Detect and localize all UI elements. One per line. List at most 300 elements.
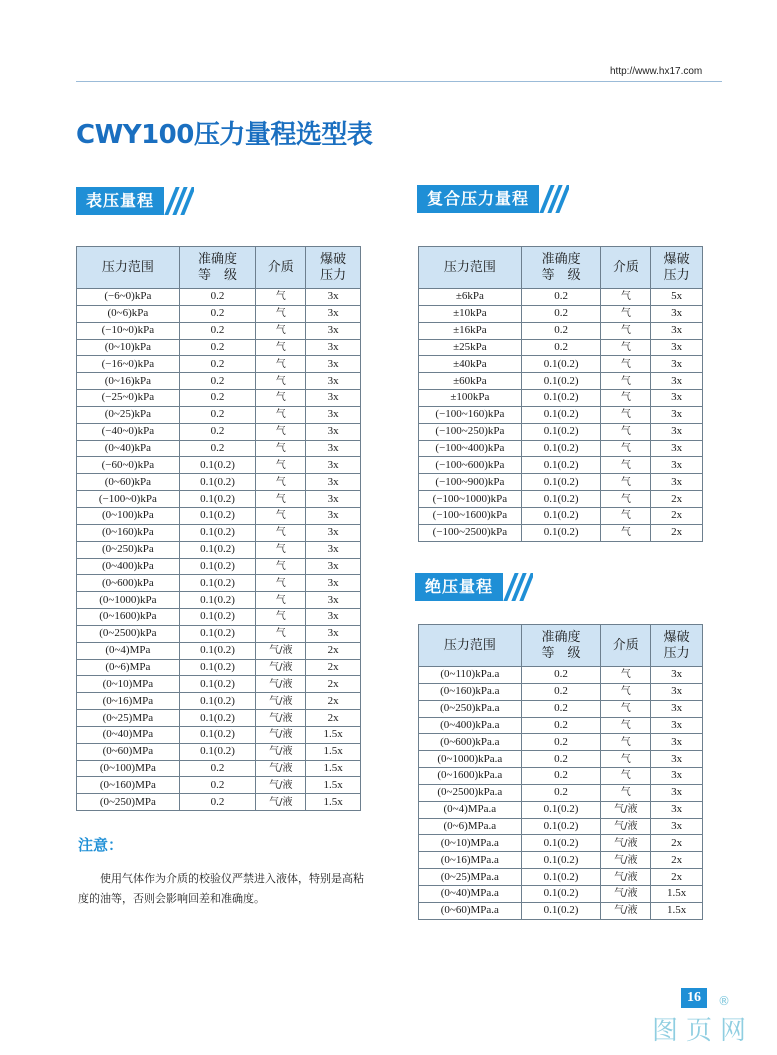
cell-accuracy: 0.1(0.2) <box>179 507 256 524</box>
cell-medium: 气 <box>256 322 306 339</box>
cell-accuracy: 0.1(0.2) <box>521 869 601 886</box>
cell-range: (0~100)MPa <box>77 760 180 777</box>
cell-range: (0~2500)kPa <box>77 625 180 642</box>
cell-burst: 3x <box>306 491 361 508</box>
col-header-burst: 爆破 压力 <box>306 247 361 289</box>
cell-burst: 3x <box>651 305 703 322</box>
cell-medium: 气/液 <box>601 835 651 852</box>
table-row <box>419 474 703 491</box>
table-row <box>77 726 361 743</box>
cell-medium: 气 <box>256 356 306 373</box>
cell-burst: 1.5x <box>651 885 703 902</box>
section-slash-decoration <box>503 573 533 601</box>
cell-range: (−16~0)kPa <box>77 356 180 373</box>
table-row <box>77 693 361 710</box>
cell-accuracy: 0.1(0.2) <box>521 835 601 852</box>
cell-medium: 气 <box>256 575 306 592</box>
table-row <box>419 835 703 852</box>
cell-medium: 气 <box>601 683 651 700</box>
cell-range: ±60kPa <box>419 373 522 390</box>
cell-burst: 3x <box>651 818 703 835</box>
cell-range: (0~25)MPa.a <box>419 869 522 886</box>
cell-medium: 气 <box>601 717 651 734</box>
cell-accuracy: 0.1(0.2) <box>521 524 601 541</box>
cell-medium: 气 <box>601 457 651 474</box>
cell-burst: 3x <box>651 667 703 684</box>
table-row <box>419 768 703 785</box>
cell-burst: 5x <box>651 289 703 306</box>
cell-medium: 气/液 <box>256 777 306 794</box>
table-row <box>419 289 703 306</box>
cell-burst: 2x <box>306 659 361 676</box>
table-row <box>419 818 703 835</box>
cell-accuracy: 0.1(0.2) <box>179 743 256 760</box>
cell-range: (0~4)MPa <box>77 642 180 659</box>
cell-range: (0~40)MPa.a <box>419 885 522 902</box>
cell-medium: 气/液 <box>601 852 651 869</box>
note-text: 使用气体作为介质的校验仪严禁进入液体，特别是高粘度的油等，否则会影响回差和准确度。 <box>78 872 364 905</box>
cell-burst: 3x <box>651 734 703 751</box>
cell-accuracy: 0.1(0.2) <box>179 693 256 710</box>
table-row <box>77 356 361 373</box>
cell-accuracy: 0.1(0.2) <box>521 474 601 491</box>
cell-burst: 2x <box>306 693 361 710</box>
table-row <box>77 558 361 575</box>
table-row <box>419 667 703 684</box>
cell-burst: 3x <box>306 423 361 440</box>
cell-accuracy: 0.2 <box>179 777 256 794</box>
cell-range: (0~600)kPa <box>77 575 180 592</box>
table-row <box>419 406 703 423</box>
cell-range: (0~40)MPa <box>77 726 180 743</box>
cell-medium: 气 <box>256 440 306 457</box>
cell-accuracy: 0.2 <box>521 700 601 717</box>
table-row <box>77 423 361 440</box>
cell-medium: 气/液 <box>256 726 306 743</box>
cell-medium: 气/液 <box>601 869 651 886</box>
cell-burst: 3x <box>306 289 361 306</box>
cell-accuracy: 0.1(0.2) <box>179 609 256 626</box>
cell-medium: 气 <box>601 667 651 684</box>
cell-medium: 气 <box>256 373 306 390</box>
cell-range: (0~1600)kPa <box>77 609 180 626</box>
table-row <box>77 575 361 592</box>
cell-accuracy: 0.1(0.2) <box>521 373 601 390</box>
table-row <box>77 474 361 491</box>
cell-burst: 2x <box>651 852 703 869</box>
cell-range: (0~60)MPa.a <box>419 902 522 919</box>
cell-accuracy: 0.2 <box>521 717 601 734</box>
cell-burst: 1.5x <box>306 794 361 811</box>
cell-accuracy: 0.1(0.2) <box>521 507 601 524</box>
cell-burst: 3x <box>306 474 361 491</box>
col-header-burst: 爆破 压力 <box>651 247 703 289</box>
cell-range: (0~250)kPa <box>77 541 180 558</box>
cell-burst: 3x <box>306 356 361 373</box>
col-header-range: 压力范围 <box>77 247 180 289</box>
cell-range: (0~400)kPa.a <box>419 717 522 734</box>
section-title-absolute: 绝压量程 <box>415 573 503 601</box>
cell-range: (−100~250)kPa <box>419 423 522 440</box>
cell-medium: 气 <box>256 474 306 491</box>
table-row <box>77 592 361 609</box>
table-row <box>419 852 703 869</box>
cell-range: (0~160)kPa <box>77 524 180 541</box>
cell-range: (−40~0)kPa <box>77 423 180 440</box>
col-header-medium: 介质 <box>256 247 306 289</box>
cell-medium: 气 <box>601 524 651 541</box>
cell-medium: 气 <box>601 734 651 751</box>
section-slash-decoration <box>164 187 194 215</box>
cell-accuracy: 0.1(0.2) <box>521 406 601 423</box>
cell-range: (0~10)MPa.a <box>419 835 522 852</box>
cell-accuracy: 0.1(0.2) <box>179 710 256 727</box>
cell-range: ±16kPa <box>419 322 522 339</box>
cell-range: (−100~1600)kPa <box>419 507 522 524</box>
cell-medium: 气/液 <box>601 885 651 902</box>
cell-range: ±25kPa <box>419 339 522 356</box>
cell-medium: 气 <box>256 305 306 322</box>
cell-range: (0~16)MPa.a <box>419 852 522 869</box>
watermark-logo: 图页网 <box>652 1016 755 1046</box>
cell-medium: 气 <box>601 440 651 457</box>
table-row <box>419 457 703 474</box>
cell-burst: 3x <box>651 683 703 700</box>
cell-burst: 2x <box>651 869 703 886</box>
cell-medium: 气/液 <box>601 902 651 919</box>
cell-accuracy: 0.1(0.2) <box>521 491 601 508</box>
cell-range: (0~6)kPa <box>77 305 180 322</box>
table-row <box>419 390 703 407</box>
cell-burst: 3x <box>651 406 703 423</box>
cell-medium: 气/液 <box>256 642 306 659</box>
table-row <box>77 524 361 541</box>
cell-range: (−100~1000)kPa <box>419 491 522 508</box>
cell-burst: 3x <box>651 356 703 373</box>
cell-medium: 气 <box>256 289 306 306</box>
cell-range: (0~60)MPa <box>77 743 180 760</box>
cell-accuracy: 0.1(0.2) <box>179 625 256 642</box>
cell-burst: 3x <box>651 474 703 491</box>
table-row <box>77 491 361 508</box>
cell-medium: 气 <box>256 609 306 626</box>
cell-range: (0~400)kPa <box>77 558 180 575</box>
cell-accuracy: 0.1(0.2) <box>179 642 256 659</box>
cell-range: (0~160)kPa.a <box>419 683 522 700</box>
cell-range: (0~160)MPa <box>77 777 180 794</box>
table-row <box>419 734 703 751</box>
cell-medium: 气/液 <box>601 818 651 835</box>
cell-medium: 气/液 <box>256 794 306 811</box>
cell-range: (0~250)kPa.a <box>419 700 522 717</box>
cell-burst: 3x <box>651 717 703 734</box>
page-number: 16 <box>681 988 707 1008</box>
cell-burst: 3x <box>306 524 361 541</box>
cell-accuracy: 0.2 <box>179 406 256 423</box>
header-url[interactable]: http://www.hx17.com <box>610 66 703 77</box>
cell-accuracy: 0.1(0.2) <box>179 575 256 592</box>
col-header-medium: 介质 <box>601 625 651 667</box>
cell-medium: 气/液 <box>256 710 306 727</box>
cell-accuracy: 0.2 <box>179 289 256 306</box>
cell-range: (−100~160)kPa <box>419 406 522 423</box>
table-row <box>419 322 703 339</box>
cell-burst: 3x <box>651 801 703 818</box>
table-row <box>77 322 361 339</box>
cell-burst: 2x <box>306 676 361 693</box>
cell-medium: 气 <box>256 339 306 356</box>
cell-burst: 1.5x <box>306 760 361 777</box>
cell-medium: 气 <box>601 700 651 717</box>
cell-range: (−25~0)kPa <box>77 390 180 407</box>
col-header-range: 压力范围 <box>419 625 522 667</box>
cell-accuracy: 0.1(0.2) <box>179 659 256 676</box>
table-row <box>77 339 361 356</box>
cell-accuracy: 0.2 <box>179 305 256 322</box>
cell-burst: 3x <box>651 440 703 457</box>
cell-accuracy: 0.1(0.2) <box>521 423 601 440</box>
cell-range: (0~25)kPa <box>77 406 180 423</box>
cell-medium: 气 <box>601 373 651 390</box>
table-row <box>77 625 361 642</box>
cell-burst: 3x <box>306 592 361 609</box>
table-row <box>419 700 703 717</box>
cell-burst: 3x <box>306 457 361 474</box>
cell-burst: 3x <box>306 440 361 457</box>
cell-accuracy: 0.1(0.2) <box>179 474 256 491</box>
table-row <box>77 406 361 423</box>
absolute-range-table <box>418 624 703 920</box>
cell-accuracy: 0.2 <box>179 423 256 440</box>
cell-burst: 3x <box>306 625 361 642</box>
cell-medium: 气 <box>256 592 306 609</box>
cell-burst: 2x <box>651 524 703 541</box>
cell-burst: 3x <box>651 784 703 801</box>
cell-range: (0~25)MPa <box>77 710 180 727</box>
cell-medium: 气 <box>256 558 306 575</box>
cell-burst: 3x <box>306 390 361 407</box>
cell-range: (0~16)kPa <box>77 373 180 390</box>
cell-accuracy: 0.2 <box>521 339 601 356</box>
table-row <box>419 423 703 440</box>
cell-accuracy: 0.2 <box>179 356 256 373</box>
cell-accuracy: 0.1(0.2) <box>179 491 256 508</box>
cell-accuracy: 0.1(0.2) <box>521 885 601 902</box>
cell-accuracy: 0.2 <box>521 667 601 684</box>
cell-accuracy: 0.1(0.2) <box>521 902 601 919</box>
cell-range: (0~600)kPa.a <box>419 734 522 751</box>
section-title-compound: 复合压力量程 <box>417 185 539 213</box>
cell-accuracy: 0.1(0.2) <box>179 558 256 575</box>
cell-range: ±40kPa <box>419 356 522 373</box>
cell-accuracy: 0.1(0.2) <box>521 390 601 407</box>
cell-medium: 气 <box>601 423 651 440</box>
table-row <box>419 339 703 356</box>
cell-burst: 3x <box>651 423 703 440</box>
table-row <box>77 659 361 676</box>
cell-accuracy: 0.1(0.2) <box>521 852 601 869</box>
cell-accuracy: 0.2 <box>179 373 256 390</box>
cell-medium: 气/液 <box>256 676 306 693</box>
cell-medium: 气 <box>601 491 651 508</box>
cell-burst: 3x <box>306 609 361 626</box>
cell-burst: 3x <box>306 406 361 423</box>
cell-medium: 气 <box>601 474 651 491</box>
cell-medium: 气 <box>256 507 306 524</box>
cell-medium: 气/液 <box>601 801 651 818</box>
table-row <box>77 609 361 626</box>
cell-burst: 3x <box>651 390 703 407</box>
cell-range: ±100kPa <box>419 390 522 407</box>
section-head-gauge <box>76 187 194 215</box>
table-row <box>419 683 703 700</box>
table-row <box>419 784 703 801</box>
table-row <box>77 457 361 474</box>
cell-accuracy: 0.2 <box>179 794 256 811</box>
cell-accuracy: 0.1(0.2) <box>521 457 601 474</box>
cell-range: (0~100)kPa <box>77 507 180 524</box>
cell-medium: 气 <box>601 356 651 373</box>
cell-range: (−100~0)kPa <box>77 491 180 508</box>
cell-range: (0~40)kPa <box>77 440 180 457</box>
cell-medium: 气 <box>601 322 651 339</box>
cell-accuracy: 0.2 <box>521 683 601 700</box>
page-title: CWY100压力量程选型表 <box>76 120 373 150</box>
cell-medium: 气 <box>601 305 651 322</box>
cell-range: (0~250)MPa <box>77 794 180 811</box>
table-row <box>77 743 361 760</box>
table-row <box>77 289 361 306</box>
cell-accuracy: 0.2 <box>521 322 601 339</box>
cell-medium: 气/液 <box>256 659 306 676</box>
cell-accuracy: 0.1(0.2) <box>521 356 601 373</box>
cell-burst: 2x <box>306 642 361 659</box>
cell-medium: 气/液 <box>256 760 306 777</box>
note-title: 注意： <box>78 836 124 854</box>
cell-burst: 3x <box>306 507 361 524</box>
table-row <box>77 305 361 322</box>
cell-accuracy: 0.2 <box>521 784 601 801</box>
table-row <box>77 541 361 558</box>
registered-mark: ® <box>718 994 730 1008</box>
cell-burst: 3x <box>651 751 703 768</box>
cell-burst: 3x <box>306 575 361 592</box>
cell-accuracy: 0.2 <box>179 760 256 777</box>
cell-burst: 3x <box>306 339 361 356</box>
table-row <box>419 751 703 768</box>
cell-range: (−10~0)kPa <box>77 322 180 339</box>
table-row <box>77 777 361 794</box>
cell-accuracy: 0.2 <box>521 768 601 785</box>
cell-accuracy: 0.1(0.2) <box>521 440 601 457</box>
table-row <box>419 869 703 886</box>
cell-burst: 1.5x <box>306 777 361 794</box>
table-row <box>419 356 703 373</box>
cell-range: (−100~900)kPa <box>419 474 522 491</box>
cell-medium: 气 <box>601 507 651 524</box>
cell-burst: 3x <box>651 373 703 390</box>
cell-burst: 2x <box>651 835 703 852</box>
compound-range-table <box>418 246 703 542</box>
col-header-accuracy: 准确度 等 级 <box>179 247 256 289</box>
cell-accuracy: 0.2 <box>179 339 256 356</box>
cell-burst: 3x <box>651 768 703 785</box>
cell-burst: 3x <box>651 339 703 356</box>
cell-range: (−60~0)kPa <box>77 457 180 474</box>
cell-accuracy: 0.1(0.2) <box>521 801 601 818</box>
cell-burst: 3x <box>306 373 361 390</box>
cell-range: (0~10)MPa <box>77 676 180 693</box>
cell-accuracy: 0.2 <box>179 322 256 339</box>
section-head-compound <box>417 185 569 213</box>
cell-medium: 气 <box>601 406 651 423</box>
cell-range: ±10kPa <box>419 305 522 322</box>
cell-medium: 气 <box>256 390 306 407</box>
table-row <box>419 885 703 902</box>
cell-range: (0~4)MPa.a <box>419 801 522 818</box>
table-row <box>77 760 361 777</box>
table-row <box>77 676 361 693</box>
cell-range: ±6kPa <box>419 289 522 306</box>
table-row <box>419 305 703 322</box>
cell-accuracy: 0.2 <box>521 289 601 306</box>
cell-burst: 3x <box>651 322 703 339</box>
table-row <box>419 491 703 508</box>
table-row <box>77 794 361 811</box>
table-row <box>419 717 703 734</box>
table-row <box>419 524 703 541</box>
gauge-range-table <box>76 246 361 811</box>
table-row <box>77 373 361 390</box>
cell-burst: 3x <box>306 322 361 339</box>
cell-range: (0~1600)kPa.a <box>419 768 522 785</box>
cell-accuracy: 0.1(0.2) <box>179 457 256 474</box>
cell-medium: 气 <box>601 289 651 306</box>
col-header-burst: 爆破 压力 <box>651 625 703 667</box>
cell-range: (−100~2500)kPa <box>419 524 522 541</box>
cell-medium: 气 <box>601 390 651 407</box>
section-head-absolute <box>415 573 533 601</box>
cell-burst: 3x <box>651 457 703 474</box>
section-slash-decoration <box>539 185 569 213</box>
cell-medium: 气 <box>256 625 306 642</box>
cell-medium: 气 <box>256 541 306 558</box>
table-row <box>419 801 703 818</box>
cell-range: (−100~600)kPa <box>419 457 522 474</box>
cell-burst: 1.5x <box>306 743 361 760</box>
col-header-range: 压力范围 <box>419 247 522 289</box>
table-row <box>419 440 703 457</box>
cell-medium: 气 <box>256 524 306 541</box>
table-row <box>419 507 703 524</box>
cell-burst: 3x <box>306 558 361 575</box>
cell-accuracy: 0.1(0.2) <box>179 676 256 693</box>
cell-range: (0~1000)kPa.a <box>419 751 522 768</box>
cell-medium: 气 <box>256 423 306 440</box>
cell-burst: 3x <box>651 700 703 717</box>
cell-medium: 气 <box>601 339 651 356</box>
cell-medium: 气/液 <box>256 743 306 760</box>
cell-accuracy: 0.2 <box>521 305 601 322</box>
cell-medium: 气 <box>256 457 306 474</box>
table-row <box>77 440 361 457</box>
cell-accuracy: 0.1(0.2) <box>521 818 601 835</box>
col-header-medium: 介质 <box>601 247 651 289</box>
cell-burst: 3x <box>306 305 361 322</box>
table-row <box>419 902 703 919</box>
cell-accuracy: 0.2 <box>521 734 601 751</box>
cell-range: (0~6)MPa <box>77 659 180 676</box>
